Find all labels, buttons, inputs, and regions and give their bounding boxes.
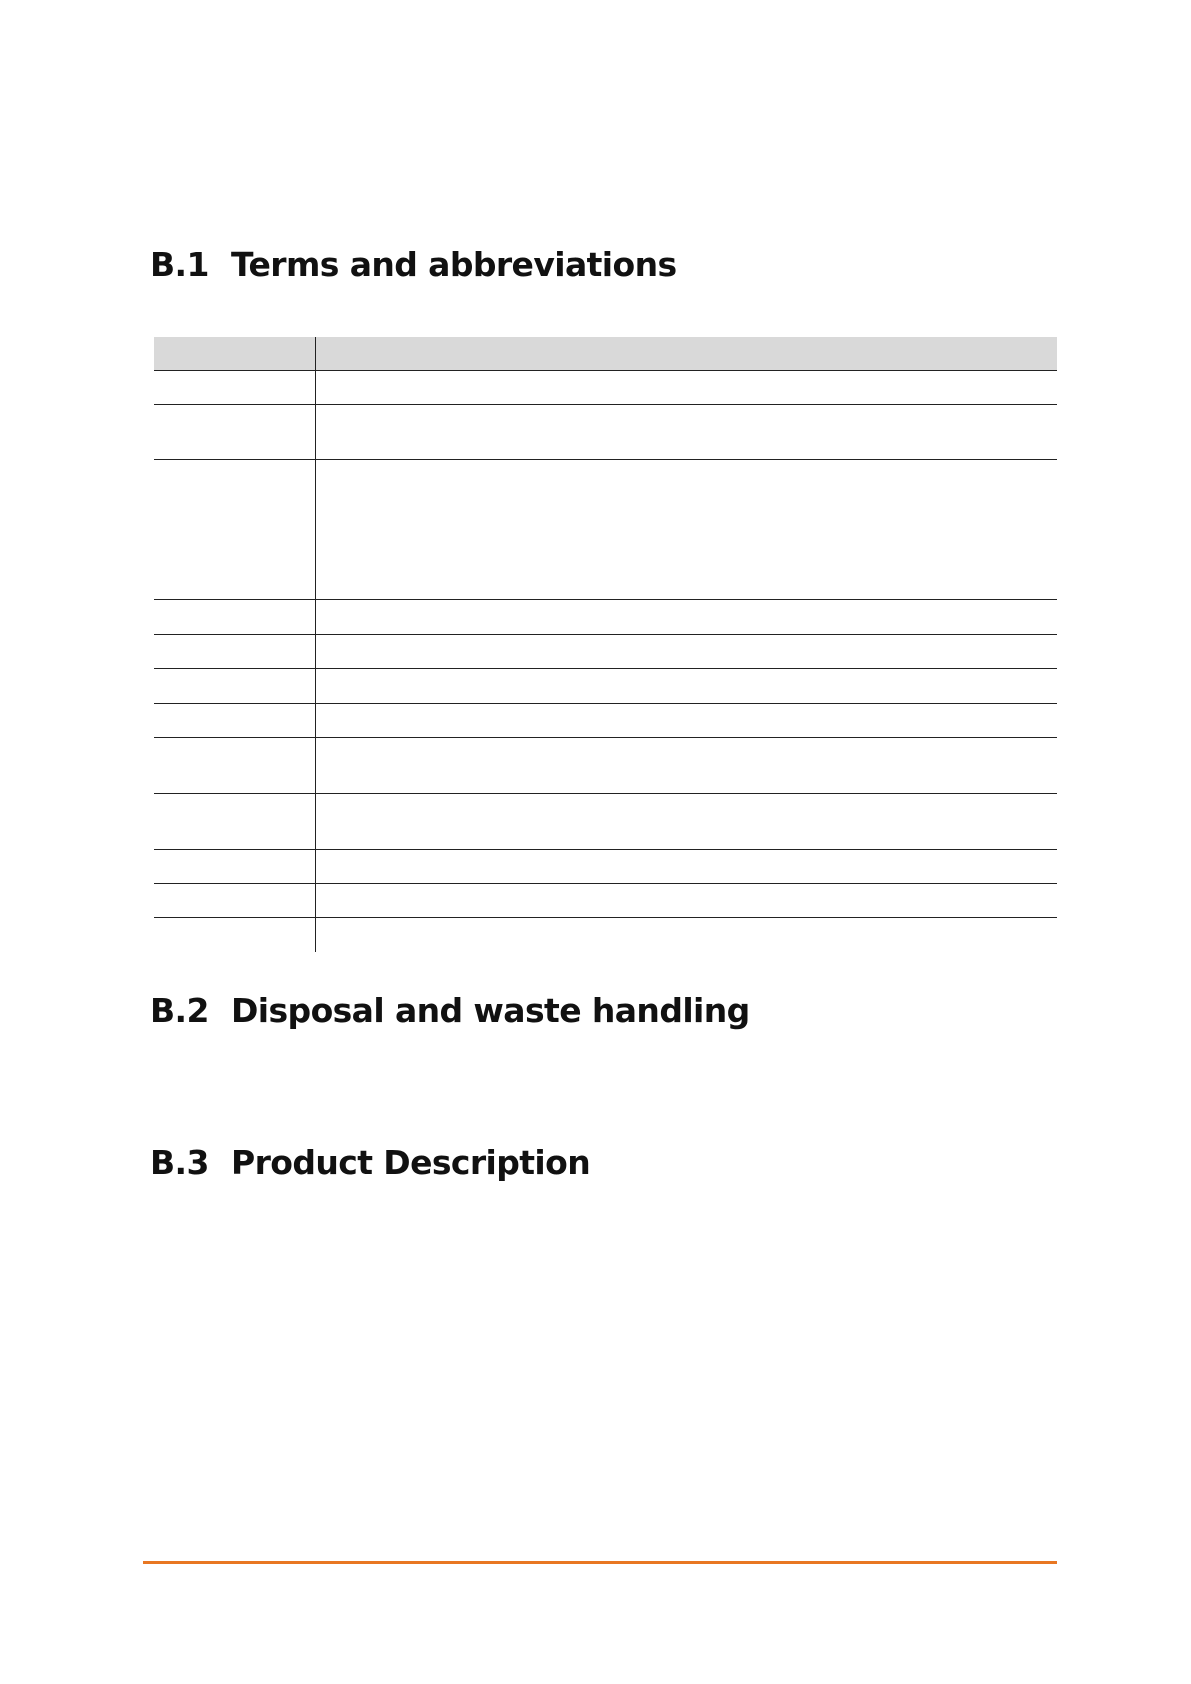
description-cell <box>315 738 1057 794</box>
description-cell <box>315 850 1057 884</box>
description-column-header <box>315 337 1057 371</box>
table-row <box>154 405 1057 460</box>
section-title: Terms and abbreviations <box>231 245 677 284</box>
table-row <box>154 850 1057 884</box>
term-cell <box>154 460 315 600</box>
section-title: Disposal and waste handling <box>231 991 750 1030</box>
section-title: Product Description <box>231 1143 591 1182</box>
description-cell <box>315 371 1057 405</box>
term-cell <box>154 405 315 460</box>
table-row <box>154 635 1057 669</box>
term-cell <box>154 850 315 884</box>
table-row <box>154 884 1057 918</box>
table-row <box>154 600 1057 635</box>
section-number: B.2 <box>150 991 209 1030</box>
term-cell <box>154 635 315 669</box>
table-row <box>154 794 1057 850</box>
table-row <box>154 460 1057 600</box>
section-number: B.1 <box>150 245 209 284</box>
description-cell <box>315 460 1057 600</box>
term-cell <box>154 794 315 850</box>
description-cell <box>315 635 1057 669</box>
description-cell <box>315 600 1057 635</box>
section-number: B.3 <box>150 1143 209 1182</box>
term-cell <box>154 704 315 738</box>
description-cell <box>315 794 1057 850</box>
footer-divider <box>143 1561 1057 1564</box>
term-cell <box>154 600 315 635</box>
term-column-header <box>154 337 315 371</box>
table-row <box>154 704 1057 738</box>
description-cell <box>315 405 1057 460</box>
section-heading-b1 <box>150 245 677 285</box>
table-row <box>154 371 1057 405</box>
table-row <box>154 738 1057 794</box>
terms-table <box>154 337 1057 952</box>
term-cell <box>154 884 315 918</box>
table-header-row <box>154 337 1057 371</box>
description-cell <box>315 669 1057 704</box>
description-cell <box>315 918 1057 952</box>
term-cell <box>154 918 315 952</box>
section-heading-b2 <box>150 991 750 1031</box>
term-cell <box>154 371 315 405</box>
table-row <box>154 918 1057 952</box>
description-cell <box>315 884 1057 918</box>
term-cell <box>154 738 315 794</box>
table-row <box>154 669 1057 704</box>
term-cell <box>154 669 315 704</box>
description-cell <box>315 704 1057 738</box>
section-heading-b3 <box>150 1143 590 1183</box>
